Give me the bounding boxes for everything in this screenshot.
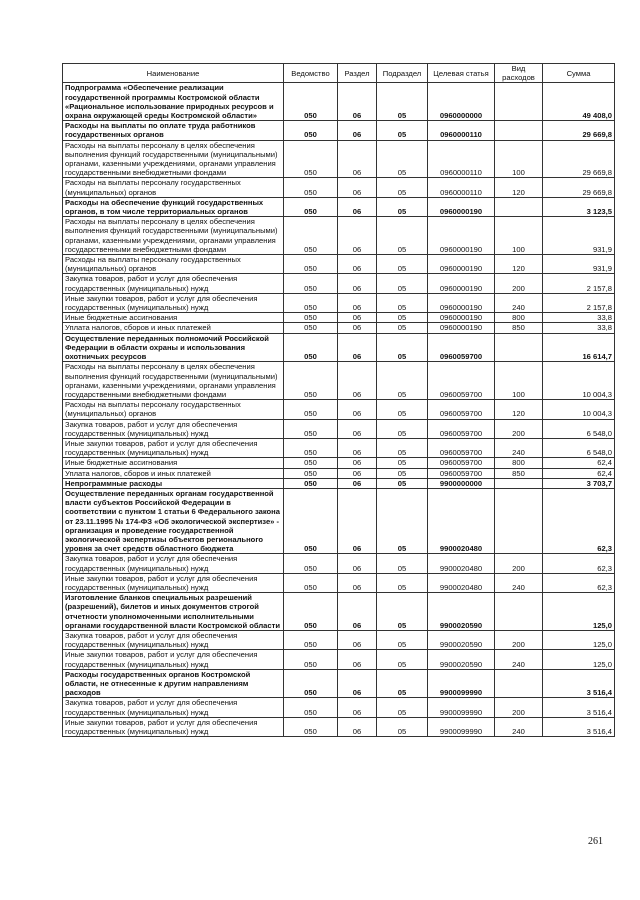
row-statya-cell: 0960000000 xyxy=(428,83,495,121)
row-vedomstvo-cell: 050 xyxy=(284,121,338,140)
row-statya-cell: 0960000190 xyxy=(428,217,495,255)
row-vid-cell: 240 xyxy=(495,650,543,669)
budget-sheet xyxy=(62,63,614,737)
row-name-cell: Иные закупки товаров, работ и услуг для обеспечения государственных (муниципальных) нужд xyxy=(63,293,284,312)
row-name-cell: Иные закупки товаров, работ и услуг для обеспечения государственных (муниципальных) нужд xyxy=(63,573,284,592)
row-statya-cell: 0960059700 xyxy=(428,419,495,438)
row-statya-cell: 9900099990 xyxy=(428,698,495,717)
row-razdel-cell: 06 xyxy=(338,630,377,649)
row-name-cell: Закупка товаров, работ и услуг для обеспечения государственных (муниципальных) нужд xyxy=(63,274,284,293)
row-vedomstvo-cell: 050 xyxy=(284,458,338,468)
row-statya-cell: 0960059700 xyxy=(428,458,495,468)
row-vid-cell xyxy=(495,121,543,140)
table-row xyxy=(63,593,615,631)
row-razdel-cell: 06 xyxy=(338,333,377,362)
row-vid-cell: 800 xyxy=(495,313,543,323)
row-name-cell: Иные закупки товаров, работ и услуг для обеспечения государственных (муниципальных) нужд xyxy=(63,650,284,669)
table-body xyxy=(63,83,615,737)
row-statya-cell: 9900020480 xyxy=(428,573,495,592)
row-razdel-cell: 06 xyxy=(338,669,377,698)
row-summa-cell: 49 408,0 xyxy=(543,83,615,121)
row-vid-cell: 240 xyxy=(495,293,543,312)
row-name-cell: Расходы на обеспечение функций государственных органов, в том числе территориальных органов xyxy=(63,197,284,216)
table-row xyxy=(63,313,615,323)
table-row xyxy=(63,323,615,333)
column-header-name: Наименование xyxy=(63,64,284,83)
row-summa-cell: 62,3 xyxy=(543,554,615,573)
row-summa-cell: 10 004,3 xyxy=(543,400,615,419)
table-row xyxy=(63,650,615,669)
row-name-cell: Закупка товаров, работ и услуг для обеспечения государственных (муниципальных) нужд xyxy=(63,630,284,649)
budget-table xyxy=(62,63,615,737)
row-name-cell: Расходы на выплаты по оплате труда работников государственных органов xyxy=(63,121,284,140)
column-header-vid: Вид расходов xyxy=(495,64,543,83)
row-vid-cell: 200 xyxy=(495,698,543,717)
row-summa-cell: 931,9 xyxy=(543,255,615,274)
row-podrazdel-cell: 05 xyxy=(377,630,428,649)
row-vid-cell: 200 xyxy=(495,419,543,438)
row-vid-cell: 120 xyxy=(495,178,543,197)
table-row xyxy=(63,400,615,419)
row-vid-cell: 800 xyxy=(495,458,543,468)
row-name-cell: Расходы на выплаты персоналу государственных (муниципальных) органов xyxy=(63,255,284,274)
row-vedomstvo-cell: 050 xyxy=(284,419,338,438)
row-podrazdel-cell: 05 xyxy=(377,554,428,573)
row-razdel-cell: 06 xyxy=(338,573,377,592)
row-vedomstvo-cell: 050 xyxy=(284,140,338,178)
row-vedomstvo-cell: 050 xyxy=(284,438,338,457)
row-podrazdel-cell: 05 xyxy=(377,274,428,293)
row-podrazdel-cell: 05 xyxy=(377,197,428,216)
column-header-vedomstvo: Ведомство xyxy=(284,64,338,83)
row-statya-cell: 0960000190 xyxy=(428,293,495,312)
row-summa-cell: 33,8 xyxy=(543,323,615,333)
row-vedomstvo-cell: 050 xyxy=(284,197,338,216)
row-razdel-cell: 06 xyxy=(338,323,377,333)
row-summa-cell: 2 157,8 xyxy=(543,274,615,293)
row-podrazdel-cell: 05 xyxy=(377,593,428,631)
row-podrazdel-cell: 05 xyxy=(377,293,428,312)
row-vedomstvo-cell: 050 xyxy=(284,362,338,400)
row-statya-cell: 0960000190 xyxy=(428,255,495,274)
row-vid-cell xyxy=(495,197,543,216)
row-vid-cell xyxy=(495,488,543,553)
row-podrazdel-cell: 05 xyxy=(377,400,428,419)
row-razdel-cell: 06 xyxy=(338,554,377,573)
row-summa-cell: 3 123,5 xyxy=(543,197,615,216)
row-statya-cell: 0960059700 xyxy=(428,400,495,419)
row-podrazdel-cell: 05 xyxy=(377,362,428,400)
row-name-cell: Подпрограмма «Обеспечение реализации государственной программы Костромской области «Рациональное использование природных ресурсов и охрана окружающей среды Костромской области» xyxy=(63,83,284,121)
row-razdel-cell: 06 xyxy=(338,458,377,468)
row-vedomstvo-cell: 050 xyxy=(284,468,338,478)
row-razdel-cell: 06 xyxy=(338,717,377,736)
row-razdel-cell: 06 xyxy=(338,698,377,717)
row-podrazdel-cell: 05 xyxy=(377,121,428,140)
row-razdel-cell: 06 xyxy=(338,274,377,293)
row-summa-cell: 62,4 xyxy=(543,458,615,468)
row-podrazdel-cell: 05 xyxy=(377,333,428,362)
row-vid-cell xyxy=(495,478,543,488)
table-row xyxy=(63,293,615,312)
table-row xyxy=(63,478,615,488)
row-vedomstvo-cell: 050 xyxy=(284,323,338,333)
row-name-cell: Закупка товаров, работ и услуг для обеспечения государственных (муниципальных) нужд xyxy=(63,698,284,717)
row-vedomstvo-cell: 050 xyxy=(284,630,338,649)
row-summa-cell: 29 669,8 xyxy=(543,178,615,197)
row-vid-cell: 120 xyxy=(495,400,543,419)
row-statya-cell: 0960059700 xyxy=(428,362,495,400)
row-podrazdel-cell: 05 xyxy=(377,83,428,121)
table-row xyxy=(63,217,615,255)
row-name-cell: Осуществление переданных органам государственной власти субъектов Российской Федерации в соответствии с пунктом 1 статьи 6 Федерального закона от 23.11.1995 № 174-ФЗ «Об экологической экспертизе» - организация и проведение государственной экологической экспертизы объектов регионального уровня за счет средств областного бюджета xyxy=(63,488,284,553)
row-name-cell: Уплата налогов, сборов и иных платежей xyxy=(63,323,284,333)
row-statya-cell: 0960000190 xyxy=(428,313,495,323)
table-row xyxy=(63,419,615,438)
row-podrazdel-cell: 05 xyxy=(377,717,428,736)
row-podrazdel-cell: 05 xyxy=(377,698,428,717)
row-vid-cell: 850 xyxy=(495,468,543,478)
row-summa-cell: 29 669,8 xyxy=(543,140,615,178)
row-razdel-cell: 06 xyxy=(338,593,377,631)
row-vedomstvo-cell: 050 xyxy=(284,593,338,631)
row-razdel-cell: 06 xyxy=(338,178,377,197)
row-name-cell: Расходы на выплаты персоналу в целях обеспечения выполнения функций государственными (муниципальными) органами, казенными учреждениями, органами управления государственными внебюджетными фондами xyxy=(63,217,284,255)
row-statya-cell: 0960059700 xyxy=(428,468,495,478)
table-row xyxy=(63,669,615,698)
row-razdel-cell: 06 xyxy=(338,121,377,140)
row-podrazdel-cell: 05 xyxy=(377,140,428,178)
table-row xyxy=(63,458,615,468)
table-row xyxy=(63,554,615,573)
row-podrazdel-cell: 05 xyxy=(377,573,428,592)
row-podrazdel-cell: 05 xyxy=(377,478,428,488)
row-name-cell: Иные закупки товаров, работ и услуг для обеспечения государственных (муниципальных) нужд xyxy=(63,717,284,736)
row-razdel-cell: 06 xyxy=(338,468,377,478)
row-vedomstvo-cell: 050 xyxy=(284,178,338,197)
row-vedomstvo-cell: 050 xyxy=(284,573,338,592)
row-name-cell: Расходы на выплаты персоналу государственных (муниципальных) органов xyxy=(63,400,284,419)
row-summa-cell: 10 004,3 xyxy=(543,362,615,400)
row-razdel-cell: 06 xyxy=(338,313,377,323)
row-statya-cell: 9900020590 xyxy=(428,630,495,649)
row-summa-cell: 16 614,7 xyxy=(543,333,615,362)
row-razdel-cell: 06 xyxy=(338,140,377,178)
row-vid-cell: 120 xyxy=(495,255,543,274)
table-row xyxy=(63,274,615,293)
row-razdel-cell: 06 xyxy=(338,478,377,488)
row-vid-cell xyxy=(495,593,543,631)
row-statya-cell: 0960000190 xyxy=(428,197,495,216)
row-name-cell: Изготовление бланков специальных разрешений (разрешений), билетов и иных документов строгой отчетности уполномоченными исполнительными органами государственной власти Костромской области xyxy=(63,593,284,631)
row-razdel-cell: 06 xyxy=(338,293,377,312)
row-vid-cell: 200 xyxy=(495,554,543,573)
table-row xyxy=(63,630,615,649)
column-header-razdel: Раздел xyxy=(338,64,377,83)
row-razdel-cell: 06 xyxy=(338,362,377,400)
table-header-row xyxy=(63,64,615,83)
table-row xyxy=(63,573,615,592)
row-razdel-cell: 06 xyxy=(338,488,377,553)
row-podrazdel-cell: 05 xyxy=(377,438,428,457)
row-summa-cell: 62,4 xyxy=(543,468,615,478)
row-name-cell: Расходы на выплаты персоналу государственных (муниципальных) органов xyxy=(63,178,284,197)
row-vedomstvo-cell: 050 xyxy=(284,274,338,293)
row-vedomstvo-cell: 050 xyxy=(284,650,338,669)
row-statya-cell: 0960059700 xyxy=(428,333,495,362)
row-vid-cell: 240 xyxy=(495,573,543,592)
row-vid-cell: 100 xyxy=(495,217,543,255)
row-name-cell: Иные бюджетные ассигнования xyxy=(63,458,284,468)
row-summa-cell: 33,8 xyxy=(543,313,615,323)
row-summa-cell: 3 516,4 xyxy=(543,669,615,698)
table-row xyxy=(63,438,615,457)
row-summa-cell: 6 548,0 xyxy=(543,438,615,457)
row-vedomstvo-cell: 050 xyxy=(284,313,338,323)
row-statya-cell: 9900020590 xyxy=(428,650,495,669)
row-statya-cell: 9900099990 xyxy=(428,669,495,698)
row-podrazdel-cell: 05 xyxy=(377,323,428,333)
row-name-cell: Расходы государственных органов Костромской области, не отнесенные к другим направлениям расходов xyxy=(63,669,284,698)
row-summa-cell: 3 516,4 xyxy=(543,717,615,736)
row-name-cell: Закупка товаров, работ и услуг для обеспечения государственных (муниципальных) нужд xyxy=(63,419,284,438)
column-header-statya: Целевая статья xyxy=(428,64,495,83)
row-podrazdel-cell: 05 xyxy=(377,178,428,197)
row-vid-cell xyxy=(495,669,543,698)
row-vid-cell: 850 xyxy=(495,323,543,333)
row-statya-cell: 0960000190 xyxy=(428,274,495,293)
row-summa-cell: 62,3 xyxy=(543,488,615,553)
row-podrazdel-cell: 05 xyxy=(377,488,428,553)
row-vedomstvo-cell: 050 xyxy=(284,478,338,488)
row-vid-cell: 100 xyxy=(495,362,543,400)
row-name-cell: Расходы на выплаты персоналу в целях обеспечения выполнения функций государственными (муниципальными) органами, казенными учреждениями, органами управления государственными внебюджетными фондами xyxy=(63,362,284,400)
table-row xyxy=(63,468,615,478)
table-row xyxy=(63,178,615,197)
row-vid-cell: 200 xyxy=(495,274,543,293)
column-header-summa: Сумма xyxy=(543,64,615,83)
row-summa-cell: 29 669,8 xyxy=(543,121,615,140)
row-podrazdel-cell: 05 xyxy=(377,650,428,669)
table-row xyxy=(63,255,615,274)
row-vedomstvo-cell: 050 xyxy=(284,554,338,573)
row-name-cell: Уплата налогов, сборов и иных платежей xyxy=(63,468,284,478)
row-podrazdel-cell: 05 xyxy=(377,419,428,438)
row-podrazdel-cell: 05 xyxy=(377,468,428,478)
row-name-cell: Иные бюджетные ассигнования xyxy=(63,313,284,323)
row-vedomstvo-cell: 050 xyxy=(284,400,338,419)
row-statya-cell: 9900020480 xyxy=(428,488,495,553)
row-statya-cell: 0960000190 xyxy=(428,323,495,333)
row-name-cell: Непрограммные расходы xyxy=(63,478,284,488)
table-row xyxy=(63,197,615,216)
row-summa-cell: 62,3 xyxy=(543,573,615,592)
row-statya-cell: 9900020590 xyxy=(428,593,495,631)
row-razdel-cell: 06 xyxy=(338,197,377,216)
table-row xyxy=(63,140,615,178)
row-summa-cell: 2 157,8 xyxy=(543,293,615,312)
row-razdel-cell: 06 xyxy=(338,400,377,419)
row-vid-cell: 200 xyxy=(495,630,543,649)
row-razdel-cell: 06 xyxy=(338,217,377,255)
row-vid-cell: 100 xyxy=(495,140,543,178)
row-vedomstvo-cell: 050 xyxy=(284,669,338,698)
row-summa-cell: 125,0 xyxy=(543,650,615,669)
row-statya-cell: 0960059700 xyxy=(428,438,495,457)
row-name-cell: Осуществление переданных полномочий Российской Федерации в области охраны и использования охотничьих ресурсов xyxy=(63,333,284,362)
table-row xyxy=(63,121,615,140)
table-row xyxy=(63,488,615,553)
row-statya-cell: 0960000110 xyxy=(428,178,495,197)
row-name-cell: Иные закупки товаров, работ и услуг для обеспечения государственных (муниципальных) нужд xyxy=(63,438,284,457)
row-vedomstvo-cell: 050 xyxy=(284,255,338,274)
row-razdel-cell: 06 xyxy=(338,83,377,121)
row-vedomstvo-cell: 050 xyxy=(284,717,338,736)
row-vid-cell: 240 xyxy=(495,717,543,736)
row-vedomstvo-cell: 050 xyxy=(284,698,338,717)
column-header-podrazdel: Подраздел xyxy=(377,64,428,83)
table-row xyxy=(63,83,615,121)
row-vedomstvo-cell: 050 xyxy=(284,217,338,255)
row-vedomstvo-cell: 050 xyxy=(284,83,338,121)
page-number: 261 xyxy=(588,836,603,847)
row-vedomstvo-cell: 050 xyxy=(284,293,338,312)
row-summa-cell: 125,0 xyxy=(543,630,615,649)
row-name-cell: Расходы на выплаты персоналу в целях обеспечения выполнения функций государственными (муниципальными) органами, казенными учреждениями, органами управления государственными внебюджетными фондами xyxy=(63,140,284,178)
table-row xyxy=(63,698,615,717)
row-vedomstvo-cell: 050 xyxy=(284,333,338,362)
row-razdel-cell: 06 xyxy=(338,438,377,457)
row-statya-cell: 0960000110 xyxy=(428,140,495,178)
table-row xyxy=(63,362,615,400)
row-razdel-cell: 06 xyxy=(338,419,377,438)
table-row xyxy=(63,717,615,736)
table-row xyxy=(63,333,615,362)
row-razdel-cell: 06 xyxy=(338,255,377,274)
row-name-cell: Закупка товаров, работ и услуг для обеспечения государственных (муниципальных) нужд xyxy=(63,554,284,573)
row-podrazdel-cell: 05 xyxy=(377,217,428,255)
row-razdel-cell: 06 xyxy=(338,650,377,669)
row-podrazdel-cell: 05 xyxy=(377,255,428,274)
row-summa-cell: 931,9 xyxy=(543,217,615,255)
row-summa-cell: 3 703,7 xyxy=(543,478,615,488)
row-summa-cell: 6 548,0 xyxy=(543,419,615,438)
row-podrazdel-cell: 05 xyxy=(377,669,428,698)
row-podrazdel-cell: 05 xyxy=(377,313,428,323)
row-vid-cell: 240 xyxy=(495,438,543,457)
row-statya-cell: 9900000000 xyxy=(428,478,495,488)
row-statya-cell: 0960000110 xyxy=(428,121,495,140)
row-statya-cell: 9900020480 xyxy=(428,554,495,573)
row-summa-cell: 125,0 xyxy=(543,593,615,631)
row-podrazdel-cell: 05 xyxy=(377,458,428,468)
row-statya-cell: 9900099990 xyxy=(428,717,495,736)
row-vedomstvo-cell: 050 xyxy=(284,488,338,553)
row-vid-cell xyxy=(495,83,543,121)
row-vid-cell xyxy=(495,333,543,362)
row-summa-cell: 3 516,4 xyxy=(543,698,615,717)
